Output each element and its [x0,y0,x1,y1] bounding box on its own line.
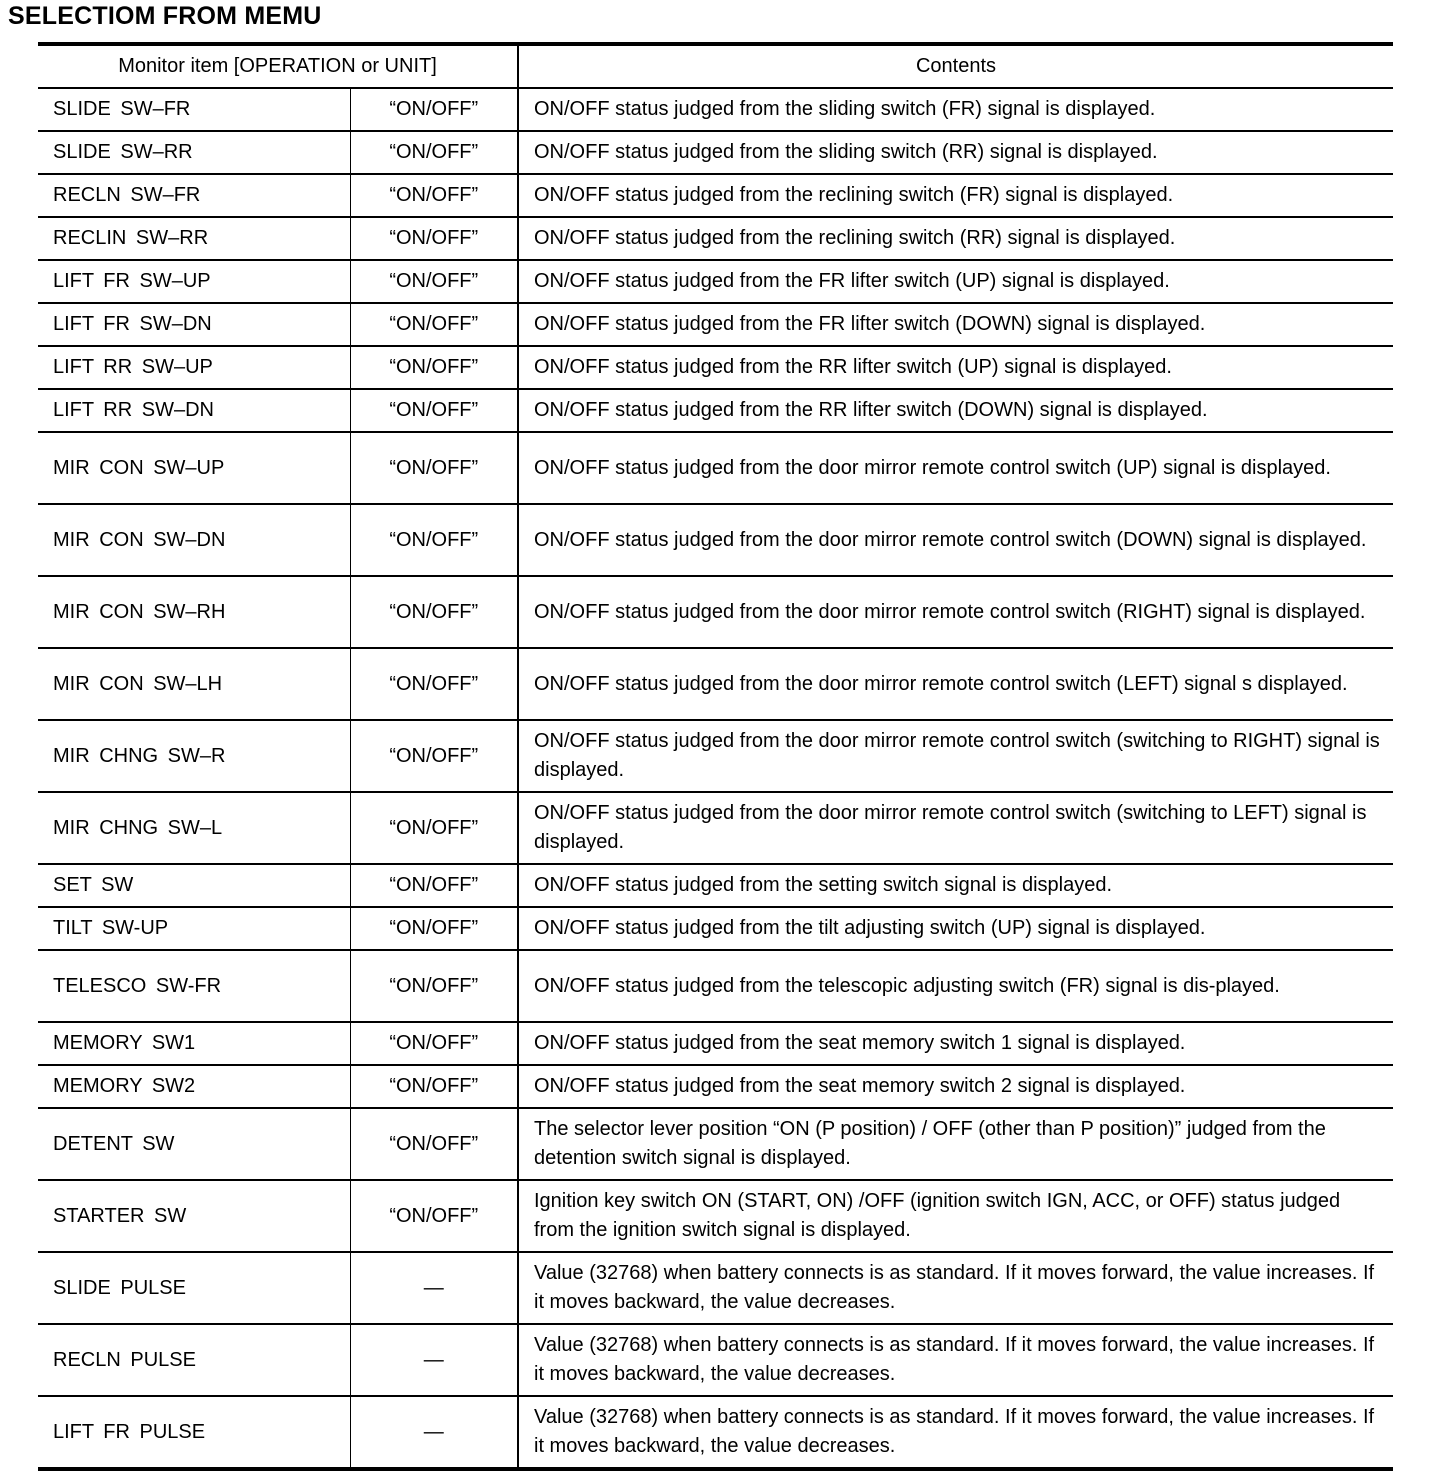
table-row [38,1065,1393,1108]
contents-cell: ON/OFF status judged from the seat memory switch 1 signal is displayed. [518,1022,1393,1065]
table-row [38,88,1393,131]
table-body [38,88,1393,1469]
unit-cell: — [350,1396,518,1469]
monitor-item-cell: SLIDE PULSE [38,1252,350,1324]
contents-cell: ON/OFF status judged from the RR lifter switch (DOWN) signal is displayed. [518,389,1393,432]
table-row [38,346,1393,389]
unit-cell: “ON/OFF” [350,1180,518,1252]
table-row [38,1108,1393,1180]
unit-cell: “ON/OFF” [350,303,518,346]
table-row [38,950,1393,1022]
unit-cell: “ON/OFF” [350,950,518,1022]
monitor-item-cell: TELESCO SW-FR [38,950,350,1022]
contents-cell: ON/OFF status judged from the reclining switch (FR) signal is displayed. [518,174,1393,217]
monitor-item-cell: RECLIN SW–RR [38,217,350,260]
monitor-item-cell: LIFT FR SW–UP [38,260,350,303]
header-monitor-item: Monitor item [OPERATION or UNIT] [38,44,518,88]
contents-cell: ON/OFF status judged from the door mirror remote control switch (LEFT) signal s displayed. [518,648,1393,720]
unit-cell: “ON/OFF” [350,432,518,504]
contents-cell: ON/OFF status judged from the door mirror remote control switch (DOWN) signal is displayed. [518,504,1393,576]
contents-cell: ON/OFF status judged from the telescopic adjusting switch (FR) signal is dis-played. [518,950,1393,1022]
table-row [38,648,1393,720]
unit-cell: “ON/OFF” [350,1108,518,1180]
table-row [38,1022,1393,1065]
monitor-item-cell: DETENT SW [38,1108,350,1180]
unit-cell: “ON/OFF” [350,174,518,217]
unit-cell: “ON/OFF” [350,260,518,303]
contents-cell: ON/OFF status judged from the door mirror remote control switch (switching to RIGHT) signal is displayed. [518,720,1393,792]
contents-cell: ON/OFF status judged from the FR lifter switch (UP) signal is displayed. [518,260,1393,303]
unit-cell: “ON/OFF” [350,648,518,720]
contents-cell: Value (32768) when battery connects is as standard. If it moves forward, the value increases. If it moves backward, the value decreases. [518,1324,1393,1396]
monitor-item-cell: LIFT FR PULSE [53,1420,206,1443]
contents-cell: Value (32768) when battery connects is as standard. If it moves forward, the value increases. If it moves backward, the value decreases. [518,1252,1393,1324]
monitor-item-cell: LIFT RR SW–DN [38,389,350,432]
header-contents: Contents [518,44,1393,88]
monitor-item-cell: LIFT RR SW–UP [38,346,350,389]
table-row [38,131,1393,174]
contents-cell: ON/OFF status judged from the setting switch signal is displayed. [518,864,1393,907]
monitor-item-table [38,42,1393,1471]
contents-cell: ON/OFF status judged from the RR lifter switch (UP) signal is displayed. [518,346,1393,389]
unit-cell: “ON/OFF” [350,864,518,907]
table-row [38,1324,1393,1396]
table-row [38,1396,1393,1469]
unit-cell: “ON/OFF” [350,1022,518,1065]
unit-cell: — [350,1252,518,1324]
table-row [38,576,1393,648]
unit-cell: “ON/OFF” [350,88,518,131]
table-row [38,389,1393,432]
table-row [38,260,1393,303]
contents-cell: Value (32768) when battery connects is as standard. If it moves forward, the value increases. If it moves backward, the value decreases. [518,1396,1393,1469]
contents-cell: ON/OFF status judged from the door mirror remote control switch (UP) signal is displayed. [518,432,1393,504]
contents-cell: ON/OFF status judged from the FR lifter switch (DOWN) signal is displayed. [518,303,1393,346]
contents-cell: ON/OFF status judged from the seat memory switch 2 signal is displayed. [518,1065,1393,1108]
monitor-item-cell: RECLN SW–FR [38,174,350,217]
table-row [38,907,1393,950]
table-row [38,217,1393,260]
monitor-item-cell: LIFT FR SW–DN [38,303,350,346]
table-row [38,432,1393,504]
unit-cell: “ON/OFF” [350,1065,518,1108]
monitor-item-cell: MIR CON SW–DN [38,504,350,576]
unit-cell: “ON/OFF” [350,907,518,950]
table-row [38,792,1393,864]
monitor-item-cell: MIR CON SW–LH [38,648,350,720]
unit-cell: “ON/OFF” [350,389,518,432]
contents-cell: ON/OFF status judged from the sliding switch (RR) signal is displayed. [518,131,1393,174]
table-row [38,864,1393,907]
table-header-row [38,44,1393,88]
unit-cell: “ON/OFF” [350,504,518,576]
monitor-item-cell: STARTER SW [38,1180,350,1252]
monitor-item-cell: MIR CON SW–RH [38,576,350,648]
monitor-item-cell: SLIDE SW–FR [38,88,350,131]
monitor-item-cell: MIR CON SW–UP [38,432,350,504]
monitor-item-cell: MEMORY SW1 [38,1022,350,1065]
unit-cell: “ON/OFF” [350,346,518,389]
monitor-item-cell: MIR CHNG SW–R [38,720,350,792]
monitor-item-cell: RECLN PULSE [38,1324,350,1396]
section-title: SELECTIOM FROM MEMU [8,2,322,30]
contents-cell: ON/OFF status judged from the tilt adjusting switch (UP) signal is displayed. [518,907,1393,950]
table-row [38,720,1393,792]
table-row [38,1180,1393,1252]
table-row [38,504,1393,576]
monitor-item-cell: SET SW [38,864,350,907]
contents-cell: Ignition key switch ON (START, ON) /OFF (ignition switch IGN, ACC, or OFF) status judged from the ignition switch signal is displayed. [518,1180,1393,1252]
contents-cell: ON/OFF status judged from the reclining switch (RR) signal is displayed. [518,217,1393,260]
monitor-item-cell: MEMORY SW2 [38,1065,350,1108]
contents-cell: The selector lever position “ON (P position) / OFF (other than P position)” judged from the detention switch signal is displayed. [518,1108,1393,1180]
contents-cell: ON/OFF status judged from the door mirror remote control switch (switching to LEFT) signal is displayed. [518,792,1393,864]
unit-cell: “ON/OFF” [350,720,518,792]
monitor-item-cell: MIR CHNG SW–L [38,792,350,864]
unit-cell: “ON/OFF” [350,131,518,174]
unit-cell: “ON/OFF” [350,576,518,648]
monitor-item-cell: SLIDE SW–RR [38,131,350,174]
monitor-item-cell: TILT SW-UP [38,907,350,950]
unit-cell: “ON/OFF” [350,792,518,864]
contents-cell: ON/OFF status judged from the door mirror remote control switch (RIGHT) signal is displayed. [518,576,1393,648]
table-row [38,174,1393,217]
contents-cell: ON/OFF status judged from the sliding switch (FR) signal is displayed. [518,88,1393,131]
unit-cell: — [350,1324,518,1396]
table-row [38,1252,1393,1324]
table-row [38,303,1393,346]
unit-cell: “ON/OFF” [350,217,518,260]
